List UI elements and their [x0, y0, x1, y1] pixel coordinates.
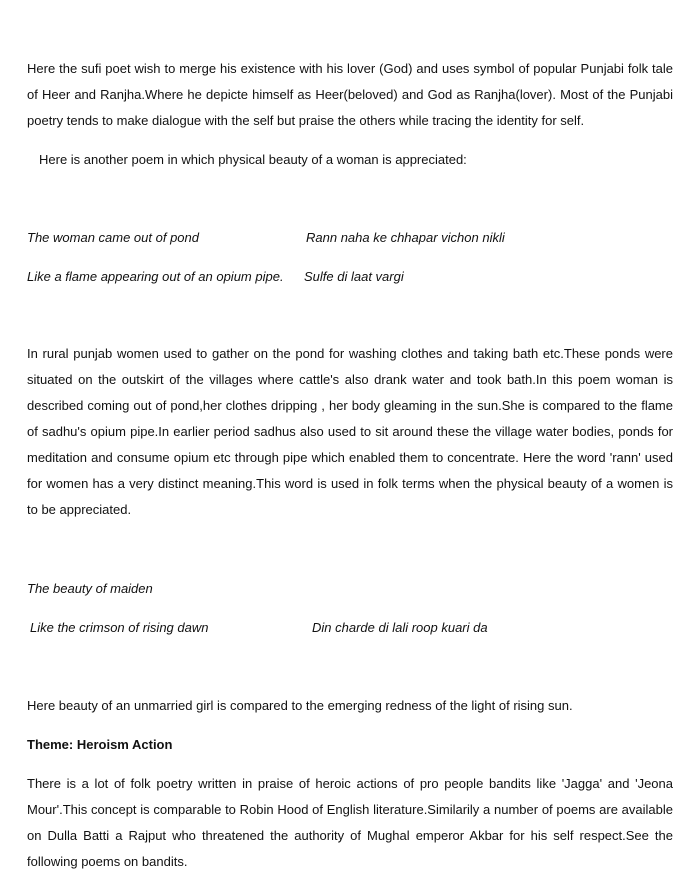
- poem-line-english: Like a flame appearing out of an opium pipe.: [27, 269, 284, 284]
- paragraph-heroism-bandits: There is a lot of folk poetry written in praise of heroic actions of pro people bandits like 'Jagga' and 'Jeona Mour'.This concept is comparable to Robin Hood of English literature.Similarily a number of poems are available on Dulla Batti a Rajput who threatened the authority of Mughal emperor Akbar for his self respect.See the following poems on bandits.: [27, 776, 673, 869]
- poem-line-english: The beauty of maiden: [27, 581, 153, 596]
- poem-line-english: Like the crimson of rising dawn: [30, 620, 209, 635]
- paragraph-maiden-beauty: Here beauty of an unmarried girl is compared to the emerging redness of the light of rising sun.: [27, 698, 573, 713]
- poem-line: [27, 264, 673, 290]
- poem-line-punjabi: Sulfe di laat vargi: [304, 269, 404, 284]
- paragraph-rural-ponds: In rural punjab women used to gather on the pond for washing clothes and taking bath etc.These ponds were situated on the outskirt of the villages where cattle's also drank water and took bath.In this poem woman is described coming out of pond,her clothes dripping , her body gleaming in the sun.She is compared to the flame of sadhu's opium pipe.In earlier period sadhus also used to sit around these the village water bodies, ponds for meditation and consume opium etc through pipe which enabled them to concentrate. Here the word 'rann' used for women has a very distinct meaning.This word is used in folk terms when the physical beauty of a women is to be appreciated.: [27, 346, 673, 517]
- poem-line: [27, 615, 673, 641]
- poem-line: [27, 225, 673, 251]
- poem-line-english: The woman came out of pond: [27, 230, 199, 245]
- document-page: [27, 0, 673, 892]
- paragraph-poem-intro: Here is another poem in which physical beauty of a woman is appreciated:: [39, 152, 467, 167]
- paragraph-sufi-heer-ranjha: Here the sufi poet wish to merge his existence with his lover (God) and uses symbol of popular Punjabi folk tale of Heer and Ranjha.Where he depicte himself as Heer(beloved) and God as Ranjha(lover). Most of the Punjabi poetry tends to make dialogue with the self but praise the others while tracing the identity for self.: [27, 61, 673, 128]
- poem-line-punjabi: Rann naha ke chhapar vichon nikli: [306, 230, 505, 245]
- section-heading: Theme: Heroism Action: [27, 737, 173, 752]
- poem-line-punjabi: Din charde di lali roop kuari da: [312, 620, 488, 635]
- poem-line: [27, 576, 673, 602]
